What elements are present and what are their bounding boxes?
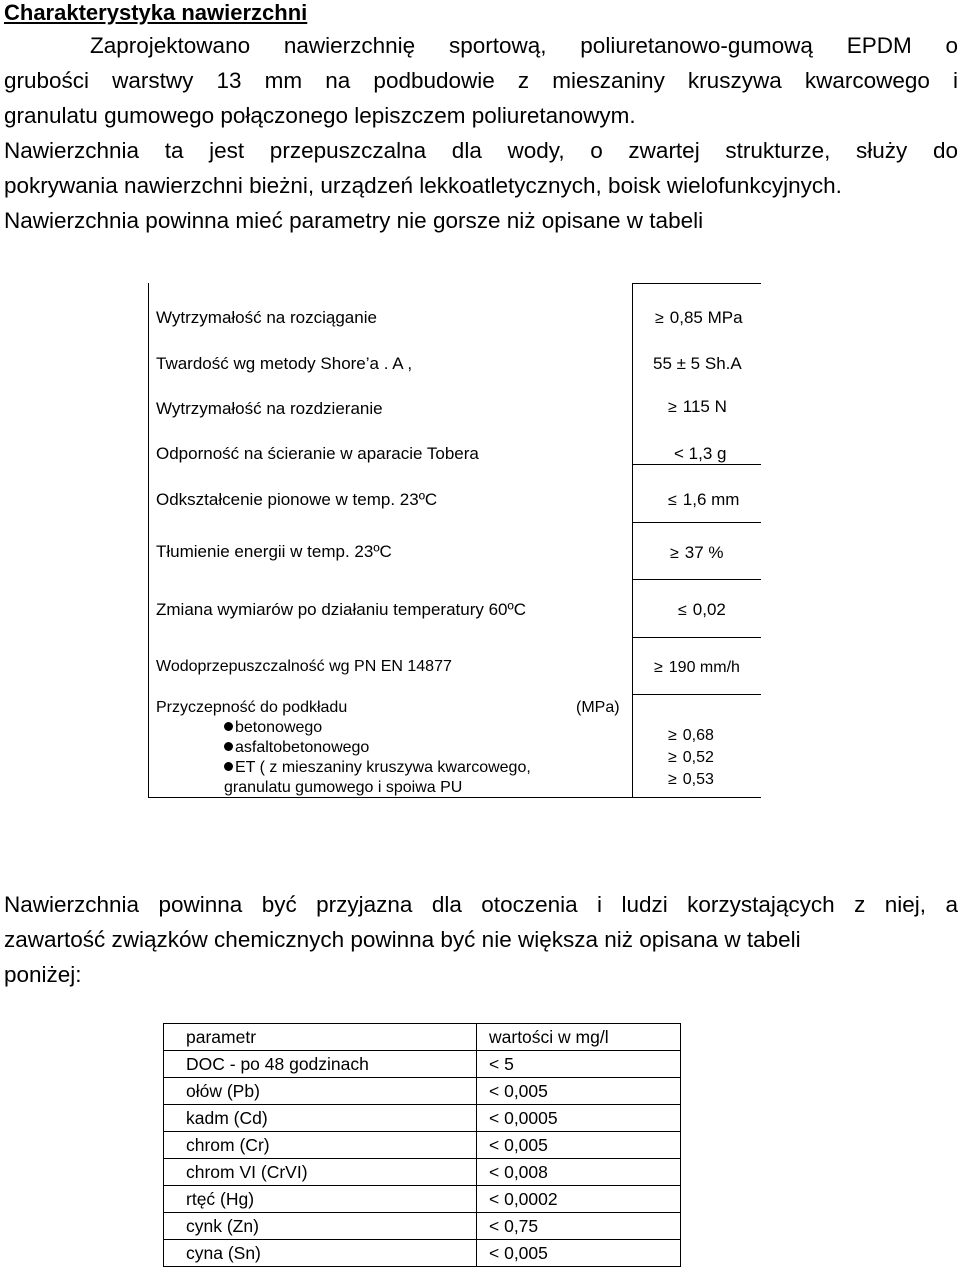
adhesion-item: asfaltobetonowego [224,738,369,758]
param-label: Twardość wg metody Shore’a . A , [156,354,413,373]
table-row [164,1240,681,1267]
param-value: ≥ 37 % [670,543,724,564]
table-cell: < 0,005 [477,1132,681,1159]
intro-line: granulatu gumowego połączonego lepiszczem poliuretanowym. [4,103,636,128]
param-label: Wodoprzepuszczalność wg PN EN 14877 [156,658,452,675]
table-border [632,579,761,580]
param-value: 55 ± 5 Sh.A [653,354,742,373]
table-cell: < 0,0005 [477,1105,681,1132]
param-label: Tłumienie energii w temp. 23ºC [156,542,392,561]
table-border [632,522,761,523]
table-cell: DOC - po 48 godzinach [164,1051,477,1078]
param-value: ≥ 190 mm/h [654,658,740,678]
table-cell: < 0,75 [477,1213,681,1240]
table-border [632,637,761,638]
table-cell: ołów (Pb) [164,1078,477,1105]
param-label: Wytrzymałość na rozdzieranie [156,399,383,418]
section-heading: Charakterystyka nawierzchni [4,0,308,25]
table-cell: < 5 [477,1051,681,1078]
intro-line: grubości warstwy 13 mm na podbudowie z mieszaniny kruszywa kwarcowego i [4,68,958,93]
table-row [164,1186,681,1213]
chemicals-table [163,1023,681,1267]
table-border [148,283,149,797]
second-line: Nawierzchnia powinna być przyjazna dla otoczenia i ludzi korzystających z niej, a [4,892,958,917]
table-cell: < 0,008 [477,1159,681,1186]
table-cell: cyna (Sn) [164,1240,477,1267]
param-value: ≥ 0,85 MPa [655,308,743,329]
second-line: poniżej: [4,962,82,987]
intro-line: pokrywania nawierzchni bieżni, urządzeń lekkoatletycznych, boisk wielofunkcyjnych. [4,173,842,198]
adhesion-unit: (MPa) [576,699,620,716]
intro-paragraph [4,28,958,238]
table-row [164,1159,681,1186]
adhesion-value: ≥ 0,52 [668,748,714,768]
table-header-cell: parametr [164,1024,477,1051]
param-value: < 1,3 g [674,444,727,463]
table-cell: < 0,005 [477,1078,681,1105]
bullet-icon [224,722,233,731]
param-label: Odkształcenie pionowe w temp. 23ºC [156,490,438,509]
table-cell: < 0,005 [477,1240,681,1267]
parameters-table [148,283,761,797]
table-cell: chrom VI (CrVI) [164,1159,477,1186]
param-value: ≤ 0,02 [678,600,726,621]
table-header-cell: wartości w mg/l [477,1024,681,1051]
adhesion-item-cont: granulatu gumowego i spoiwa PU [224,779,463,796]
table-border [632,283,633,797]
adhesion-label: Przyczepność do podkładu [156,699,348,716]
param-value: ≥ 115 N [668,397,727,418]
table-row [164,1105,681,1132]
table-border [632,694,761,695]
adhesion-value: ≥ 0,68 [668,726,714,746]
table-cell: < 0,0002 [477,1186,681,1213]
param-value: ≤ 1,6 mm [668,490,739,511]
table-row [164,1132,681,1159]
table-row [164,1051,681,1078]
adhesion-value: ≥ 0,53 [668,770,714,790]
table-row [164,1078,681,1105]
intro-line: Nawierzchnia ta jest przepuszczalna dla wody, o zwartej strukturze, służy do [4,138,958,163]
table-row [164,1024,681,1051]
table-border [632,464,761,465]
table-border [632,283,761,284]
table-row [164,1213,681,1240]
param-label: Zmiana wymiarów po działaniu temperatury 60ºC [156,600,526,619]
second-paragraph [4,887,958,992]
table-cell: cynk (Zn) [164,1213,477,1240]
adhesion-item: betonowego [224,718,322,738]
param-label: Odporność na ścieranie w aparacie Tobera [156,444,479,463]
param-label: Wytrzymałość na rozciąganie [156,308,377,327]
second-line: zawartość związków chemicznych powinna być nie większa niż opisana w tabeli [4,927,801,952]
adhesion-item: ET ( z mieszaniny kruszywa kwarcowego, [224,758,531,778]
bullet-icon [224,742,233,751]
table-cell: chrom (Cr) [164,1132,477,1159]
intro-line: Nawierzchnia powinna mieć parametry nie gorsze niż opisane w tabeli [4,208,704,233]
intro-line: Zaprojektowano nawierzchnię sportową, poliuretanowo-gumową EPDM o [90,33,958,58]
table-cell: rtęć (Hg) [164,1186,477,1213]
table-cell: kadm (Cd) [164,1105,477,1132]
bullet-icon [224,762,233,771]
